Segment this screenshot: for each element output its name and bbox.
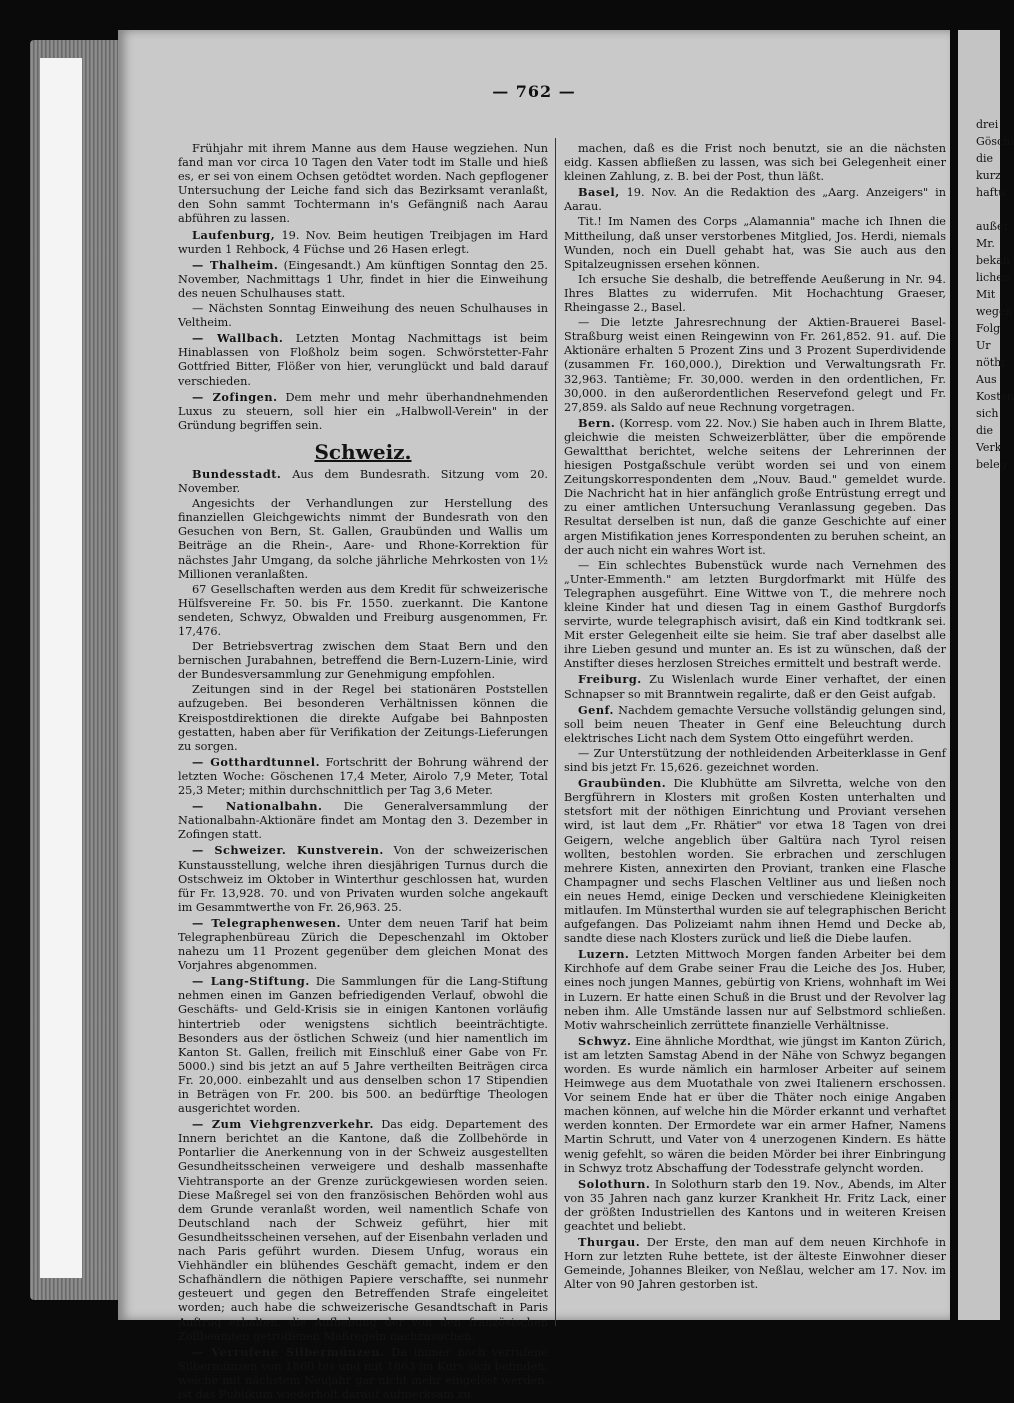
next-page-fragment: haftu (976, 186, 1006, 199)
next-page-fragment: Kosten (976, 390, 1014, 403)
article-text: Unter dem neuen Tarif hat beim Telegraphenbüreau Zürich die Depeschenzahl im Oktober nahezu um 11 Prozent gegenüber dem gleichen Monat des Vorjahres abgenommen. (178, 916, 549, 973)
dateline-place: Schwyz. (578, 1033, 632, 1048)
next-page-fragment: beleg (976, 458, 1007, 471)
next-page-fragment: Aus (976, 373, 997, 386)
article-paragraph (564, 273, 946, 315)
dateline-place: — Gotthardtunnel. (192, 754, 321, 769)
article-paragraph (178, 1345, 548, 1402)
next-page-fragment: die (976, 424, 994, 437)
next-page-fragment: Mit (976, 288, 996, 301)
next-page-fragment: wegen (976, 305, 1013, 318)
article-text: Die Klubhütte am Silvretta, welche von den Bergführern in Klosters mit großen Kosten unterhalten und stetsfort mit der nöthigen Einrichtung und Proviant versehen wird, ist laut dem „Fr. Rhätier" vor etwa 18 Tagen von drei Geigern, welche angeblich über Galtüra nach Tyrol reisen wollten, bestohlen worden. Sie erbrachen und zerschlugen mehrere Kisten, annexirten den Proviant, tranken eine Flasche Champagner und sechs Flaschen Veltliner aus und ließen noch ein neues Hemd, einige Decken und verschiedene Kleinigkeiten mitlaufen. Im Münsterthal wurden sie auf telegraphischen Bericht aufgefangen. Das Polizeiamt nahm ihnen Hemd und Decke ab, sandte diese nach Klosters zurück und ließ die Diebe laufen. (564, 777, 946, 946)
dateline-place: — Telegraphenwesen. (192, 915, 341, 930)
article-paragraph (178, 843, 548, 914)
article-text: (Korresp. vom 22. Nov.) Sie haben auch in Ihrem Blatte, gleichwie die meisten Schweizerblätter, über die empörende Gewaltthat berichtet, welche seitens der Lehrerinnen der hiesigen Postgaßschule verübt worden sei und von einem Zeitungskorrespondenten dem „Nouv. Baud." gemeldet wurde. Die Nachricht hat in hier anfänglich große Entrüstung erregt und zu einer amtlichen Untersuchung Veranlassung gegeben. Das Resultat derselben ist nun, daß die ganze Geschichte auf einer argen Mistifikation jenes Korrespondenten zu beruhen scheint, an der auch nicht ein wahres Wort ist. (564, 416, 946, 557)
page-margin-strip (40, 58, 82, 1278)
article-text: Die Sammlungen für die Lang-Stiftung nehmen einen im Ganzen befriedigenden Verlauf, obwohl die Geschäfts- und Geld-Krisis sie in einigen Kantonen vorläufig hintertrieb oder wenigstens sichtlich beeinträchtigte. Besonders aus der östlichen Schweiz (und hier namentlich im Kanton St. Gallen, freilich mit Einschluß einer Gabe von Fr. 5000.) sind bis jetzt an auf 5 Jahre vertheilten Beiträgen circa Fr. 20,000. einbezahlt und aus denselben schon 17 Stipendien in Beträgen von Fr. 200. bis 500. an bedürftige Theologen ausgerichtet worden. (178, 975, 548, 1116)
dateline-place: — Wallbach. (192, 331, 284, 346)
article-text: Angesichts der Verhandlungen zur Herstellung des finanziellen Gleichgewichts nimmt der Bundesrath von den Gesuchen von Bern, St. Gallen, Graubünden und Wallis um Beiträge an die Rhein-, Aare- und Rhone-Korrektion für nächstes Jahr Umgang, da solche jährliche Mehrkosten von 1½ Millionen veranlaßten. (178, 497, 548, 581)
article-paragraph (564, 1235, 946, 1292)
article-paragraph (178, 799, 548, 842)
dateline-place: Luzern. (578, 947, 630, 962)
article-text: Letzten Montag Nachmittags ist beim Hinablassen von Floßholz beim sogen. Schwörstetter-Fahr Gottfried Bitter, Flößer von hier, verunglückt und bald darauf verschieden. (178, 332, 549, 388)
article-paragraph (564, 776, 946, 946)
article-text: Frühjahr mit ihrem Manne aus dem Hause wegziehen. Nun fand man vor circa 10 Tagen den Vater todt im Stalle und hieß es, er sei von einem Ochsen getödtet worden. Nach gepflogener Untersuchung der Leiche fand sich das Bezirksamt veranlaßt, den Sohn sammt Tochtermann in's Gefängniß nach Aarau abführen zu lassen. (178, 142, 548, 226)
next-page-fragment: bekan (976, 254, 1010, 267)
dateline-place: Bern. (578, 415, 616, 430)
article-text: Die Generalversammlung der Nationalbahn-Aktionäre findet am Montag den 3. Dezember in Zofingen statt. (178, 800, 549, 842)
article-text: — Nächsten Sonntag Einweihung des neuen Schulhauses in Veltheim. (178, 302, 548, 330)
article-text: Letzten Mittwoch Morgen fanden Arbeiter bei dem Kirchhofe auf dem Grabe seiner Frau die Leiche des Jos. Huber, eines noch jungen Mannes, gebürtig von Kriens, wohnhaft im Wei in Luzern. Er hatte einen Schuß in die Brust und der Revolver lag neben ihm. Alle Umstände lassen nur auf Selbstmord schließen. Motiv wahrscheinlich zerrüttete finanzielle Verhältnisse. (564, 948, 947, 1032)
article-paragraph (178, 497, 548, 582)
dateline-place: Laufenburg, (192, 227, 276, 242)
article-text: Eine ähnliche Mordthat, wie jüngst im Kanton Zürich, ist am letzten Samstag Abend in der Nähe von Schwyz begangen worden. Es wurde nämlich ein harmloser Arbeiter auf seinem Heimwege aus dem Muotathale von zwei Italienern erschossen. Vor seinem Ende hat er über die Thäter noch einige Angaben machen können, auf welche hin die Mörder erkannt und verhaftet werden konnten. Der Ermordete war ein armer Hafner, Namens Martin Schrutt, und Vater von 4 unerzogenen Kindern. Es hätte wenig gefehlt, so wären die beiden Mörder bei ihrer Einbringung in Schwyz trotz Abschaffung der Todesstrafe gelyncht worden. (564, 1034, 946, 1175)
next-page-fragment (976, 201, 1000, 218)
page-number: — 762 — (492, 82, 576, 101)
article-paragraph (564, 559, 946, 672)
section-title: Schweiz. (314, 439, 412, 464)
article-paragraph (564, 747, 946, 775)
next-page-fragment: Ur (976, 339, 991, 352)
article-paragraph (178, 1117, 548, 1344)
article-paragraph (564, 672, 946, 701)
dateline-place: Freiburg. (578, 672, 642, 687)
article-text: Nachdem gemachte Versuche vollständig gelungen sind, soll beim neuen Theater in Genf eine Beleuchtung durch elektrisches Licht nach dem System Otto eingeführt werden. (564, 703, 946, 745)
article-text: — Ein schlechtes Bubenstück wurde nach Vernehmen des „Unter-Emmenth." am letzten Burgdorfmarkt mit Hülfe des Telegraphen ausgeführt. Eine Wittwe von T., die mehrere noch kleine Kinder hat und diesen Tag in einem Gasthof Burgdorfs servirte, wurde telegraphisch avisirt, daß ein Kind todtkrank sei. Mit erster Gelegenheit eilte sie heim. Sie traf aber daselbst alle ihre Lieben gesund und munter an. Es ist zu wünschen, daß der Anstifter dieses herzlosen Streiches ermittelt und bestraft werde. (564, 558, 946, 671)
newspaper-page (118, 30, 950, 1401)
right-articles (564, 142, 946, 1293)
dateline-place: Thurgau. (578, 1235, 641, 1250)
article-paragraph (178, 331, 548, 388)
article-paragraph (178, 974, 548, 1116)
left-column (178, 142, 548, 1403)
dateline-place: — Schweizer. Kunstverein. (192, 843, 384, 858)
article-paragraph (564, 947, 946, 1033)
dateline-place: Bundesstadt. (192, 466, 282, 481)
dateline-place: — Zum Viehgrenzverkehr. (192, 1117, 374, 1132)
article-text: Der Erste, den man auf dem neuen Kirchhofe in Horn zur letzten Ruhe bettete, ist der älteste Einwohner dieser Gemeinde, Johannes Bleiker, von Neßlau, welcher am 17. Nov. im Alter von 90 Jahren gestorben ist. (564, 1236, 946, 1292)
article-text: Der Betriebsvertrag zwischen dem Staat Bern und den bernischen Jurabahnen, betreffend die Bern-Luzern-Linie, wird der Bundesversammlung zur Genehmigung empfohlen. (178, 640, 548, 682)
dateline-place: Genf. (578, 702, 614, 717)
article-paragraph (178, 142, 548, 227)
next-page-fragment: lichen (976, 271, 1010, 284)
article-text: — Zur Unterstützung der nothleidenden Arbeiterklasse in Genf sind bis jetzt Fr. 15,626. gezeichnet worden. (564, 746, 946, 775)
article-text: Ich ersuche Sie deshalb, die betreffende Aeußerung in Nr. 94. Ihres Blattes zu widerrufen. Mit Hochachtung Graeser, Rheingasse 2., Basel. (564, 272, 946, 315)
article-paragraph (178, 228, 548, 257)
dateline-place: — Zofingen. (192, 389, 278, 404)
article-text: Das eidg. Departement des Innern berichtet an die Kantone, daß die Zollbehörde in Pontarlier die Anerkennung von in der Schweiz ausgestellten Gesundheitsscheinen verweigere und deshalb massenhafte Viehtransporte an der Grenze zurückgewiesen worden seien. Diese Maßregel sei von den französischen Behörden wohl aus dem Grunde veranlaßt worden, weil namentlich Schafe von Deutschland nach der Schweiz geführt, hier mit Gesundheitsscheinen versehen, auf der Eisenbahn verladen und nach Paris geführt wurden. Diesem Unfug, woraus ein Viehhändler ein blühendes Geschäft gemacht, indem er den Schafhändlern die nöthigen Papiere verschaffte, sei nunmehr gesteuert und gegen den Betreffenden Strafe eingeleitet worden; auch habe die schweizerische Gesandtschaft in Paris Auftrag erhalten, die Aufhebung der von den französischen Zollbeamten getroffenen Maßregeln nachzusuchen. (178, 1118, 549, 1343)
next-page-fragment: Verk (976, 441, 1002, 454)
right-column (564, 142, 946, 1294)
article-text: Fortschritt der Bohrung während der letzten Woche: Göschenen 17,4 Meter, Airolo 7,9 Meter, Total 25,3 Meter; mithin durchschnittlich per Tag 3,6 Meter. (178, 755, 548, 798)
article-paragraph (564, 1177, 946, 1234)
article-text: Da immer noch verrufene Silbermünzen von 1860 bis und mit 1863 im Kurs sich befinden, welche mit nächstem Neujahr gar nicht mehr eingelöst werden, ist das Publikum wiederholt darauf aufmerksam zu (178, 1345, 548, 1401)
article-text: In Solothurn starb den 19. Nov., Abends, im Alter von 35 Jahren nach ganz kurzer Krankheit Hr. Fritz Lack, einer der größten Industriellen des Kantons und in weiteren Kreisen geachtet und beliebt. (564, 1177, 947, 1234)
article-paragraph (564, 215, 946, 271)
article-text: Zeitungen sind in der Regel bei stationären Poststellen aufzugeben. Bei besonderen Verhältnissen können die Kreispostdirektionen die direkte Aufgabe bei Bahnposten gestatten, haben aber für Verifikation der Zeitungs-Lieferungen zu sorgen. (178, 683, 548, 753)
next-page-fragment: nöthi (976, 356, 1005, 369)
dateline-place: Graubünden. (578, 776, 667, 791)
left-articles-b (178, 467, 548, 1402)
next-page-fragment: drei (976, 118, 999, 131)
article-paragraph (564, 142, 946, 184)
next-page-fragment: kurz (976, 169, 1001, 182)
article-text: (Eingesandt.) Am künftigen Sonntag den 25. November, Nachmittags 1 Uhr, findet in hier die Einweihung des neuen Schulhauses statt. (178, 258, 549, 300)
article-paragraph (564, 316, 946, 415)
article-text: Aus dem Bundesrath. Sitzung vom 20. November. (178, 467, 548, 496)
article-paragraph (178, 390, 548, 433)
article-paragraph (178, 467, 548, 496)
dateline-place: Solothurn. (578, 1176, 651, 1191)
article-text: machen, daß es die Frist noch benutzt, sie an die nächsten eidg. Kassen abfließen zu lassen, was sich bei Gelegenheit einer kleinen Zahlung, z. B. bei der Post, thun läßt. (564, 142, 946, 184)
article-paragraph (178, 258, 548, 301)
article-text: Tit.! Im Namen des Corps „Alamannia" mache ich Ihnen die Mittheilung, daß unser verstorbenes Mitglied, Jos. Herdi, niemals Wunden, noch ein Duell gehabt hat, was Sie auch aus den Spitalzeugnissen ersehen können. (564, 215, 946, 271)
dateline-place: — Lang-Stiftung. (192, 974, 310, 989)
left-articles-a (178, 142, 548, 433)
article-paragraph (564, 703, 946, 746)
next-page-fragment: Folg (976, 322, 1001, 335)
next-page-fragments (958, 30, 1014, 473)
article-text: 19. Nov. Beim heutigen Treibjagen im Hard wurden 1 Rehbock, 4 Füchse und 26 Hasen erlegt. (178, 228, 548, 256)
next-page-fragment: Mr. (976, 237, 995, 250)
next-page-fragment: die (976, 152, 994, 165)
article-text: — Die letzte Jahresrechnung der Aktien-Brauerei Basel-Straßburg weist einen Reingewinn von Fr. 261,852. 91. auf. Die Aktionäre erhalten 5 Prozent Zins und 3 Prozent Superdividende (zusammen Fr. 160,000.), Direktion und Verwaltungsrath Fr. 32,963. Tantième; Fr. 30,000. werden in den ordentlichen, Fr. 30,000. in den außerordentlichen Reservefond gelegt und Fr. 27,859. als Saldo auf neue Rechnung vorgetragen. (564, 316, 946, 414)
article-paragraph (564, 1034, 946, 1176)
article-paragraph (178, 640, 548, 682)
article-paragraph (178, 302, 548, 330)
column-divider (555, 138, 556, 1326)
article-paragraph (564, 185, 946, 214)
next-page-fragment: sich (976, 407, 999, 420)
next-page-edge (958, 30, 1014, 1320)
article-text: Von der schweizerischen Kunstausstellung, welche ihren diesjährigen Turnus durch die Ostschweiz im Oktober in Winterthur geschlossen hat, wurden für Fr. 13,928. 70. und von Privaten wurden solche angekauft im Gesammtwerthe von Fr. 26,963. 25. (178, 844, 548, 914)
article-text: Zu Wislenlach wurde Einer verhaftet, der einen Schnapser so mit Branntwein regalirte, daß er den Geist aufgab. (564, 673, 947, 701)
dateline-place: — Thalheim. (192, 257, 279, 272)
dateline-place: Basel, (578, 185, 620, 200)
article-paragraph (564, 416, 946, 558)
article-paragraph (178, 683, 548, 753)
article-text: 19. Nov. An die Redaktion des „Aarg. Anzeigers" in Aarau. (564, 186, 947, 214)
article-text: 67 Gesellschaften werden aus dem Kredit für schweizerische Hülfsvereine Fr. 50. bis Fr. 1550. zuerkannt. Die Kantone sendeten, Schwyz, Obwalden und Freiburg ausgenommen, Fr. 17,476. (178, 582, 548, 638)
article-text: Dem mehr und mehr überhandnehmenden Luxus zu steuern, soll hier ein „Halbwoll-Verein" in der Gründung begriffen sein. (178, 390, 548, 432)
article-paragraph (178, 583, 548, 639)
article-paragraph (178, 755, 548, 798)
article-paragraph (178, 916, 548, 973)
dateline-place: — Nationalbahn. (192, 799, 323, 814)
next-page-fragment: außer (976, 220, 1009, 233)
next-page-fragment: Göschi (976, 135, 1014, 148)
dateline-place: — Verrufene Silbermünzen. (192, 1344, 385, 1359)
